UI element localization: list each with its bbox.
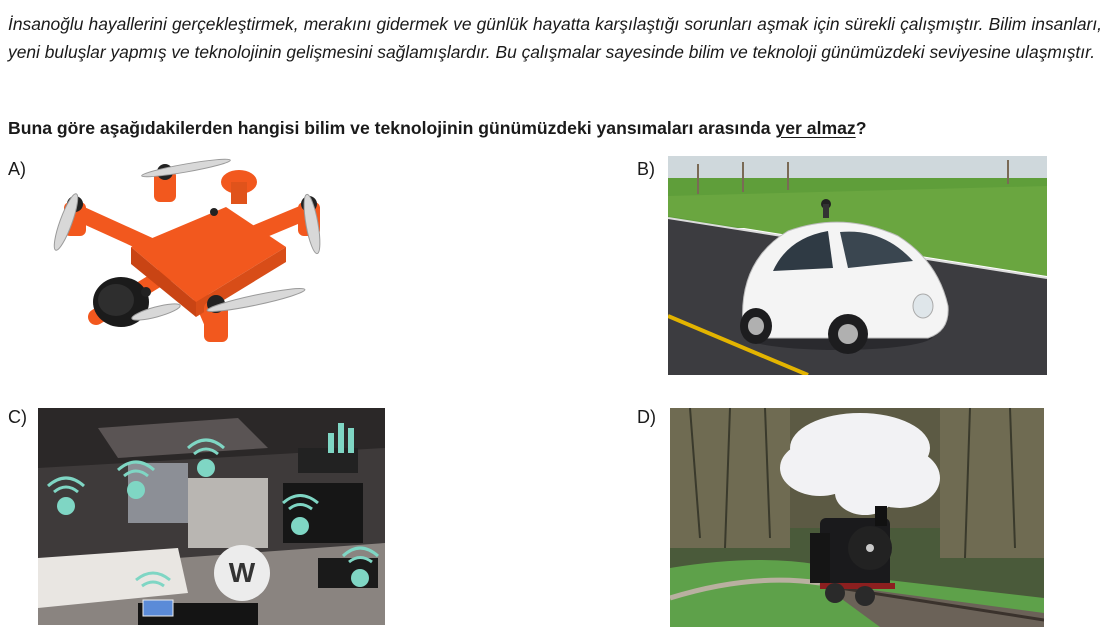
question-emphasis: yer almaz bbox=[775, 118, 856, 138]
brand-badge: W bbox=[228, 557, 256, 588]
option-d-label[interactable]: D) bbox=[637, 407, 656, 427]
passage-text: İnsanoğlu hayallerini gerçekleştirmek, merakını gidermek ve günlük hayatta karşılaştığı sorunları aşmak için sürekli çalışmıştır. Bilim insanları, yeni buluşlar yapmış ve teknolojinin gelişmesini sağlamışlardır. Bu çalışmalar sayesinde bilim ve teknoloji günümüzdeki seviyesine ulaşmıştır. bbox=[8, 14, 1102, 62]
self-driving-car-image[interactable] bbox=[668, 156, 1047, 375]
smart-home-image[interactable] bbox=[38, 408, 385, 625]
option-b-label[interactable]: B) bbox=[637, 159, 655, 179]
question-text bbox=[8, 114, 1102, 142]
question-stem: Buna göre aşağıdakilerden hangisi bilim ve teknolojinin günümüzdeki yansımaları arasında bbox=[8, 118, 776, 138]
option-c-label[interactable]: C) bbox=[8, 407, 27, 427]
drone-image[interactable] bbox=[36, 152, 336, 372]
question-mark: ? bbox=[855, 118, 867, 138]
steam-locomotive-image[interactable] bbox=[670, 408, 1044, 627]
option-a-label[interactable]: A) bbox=[8, 159, 26, 179]
